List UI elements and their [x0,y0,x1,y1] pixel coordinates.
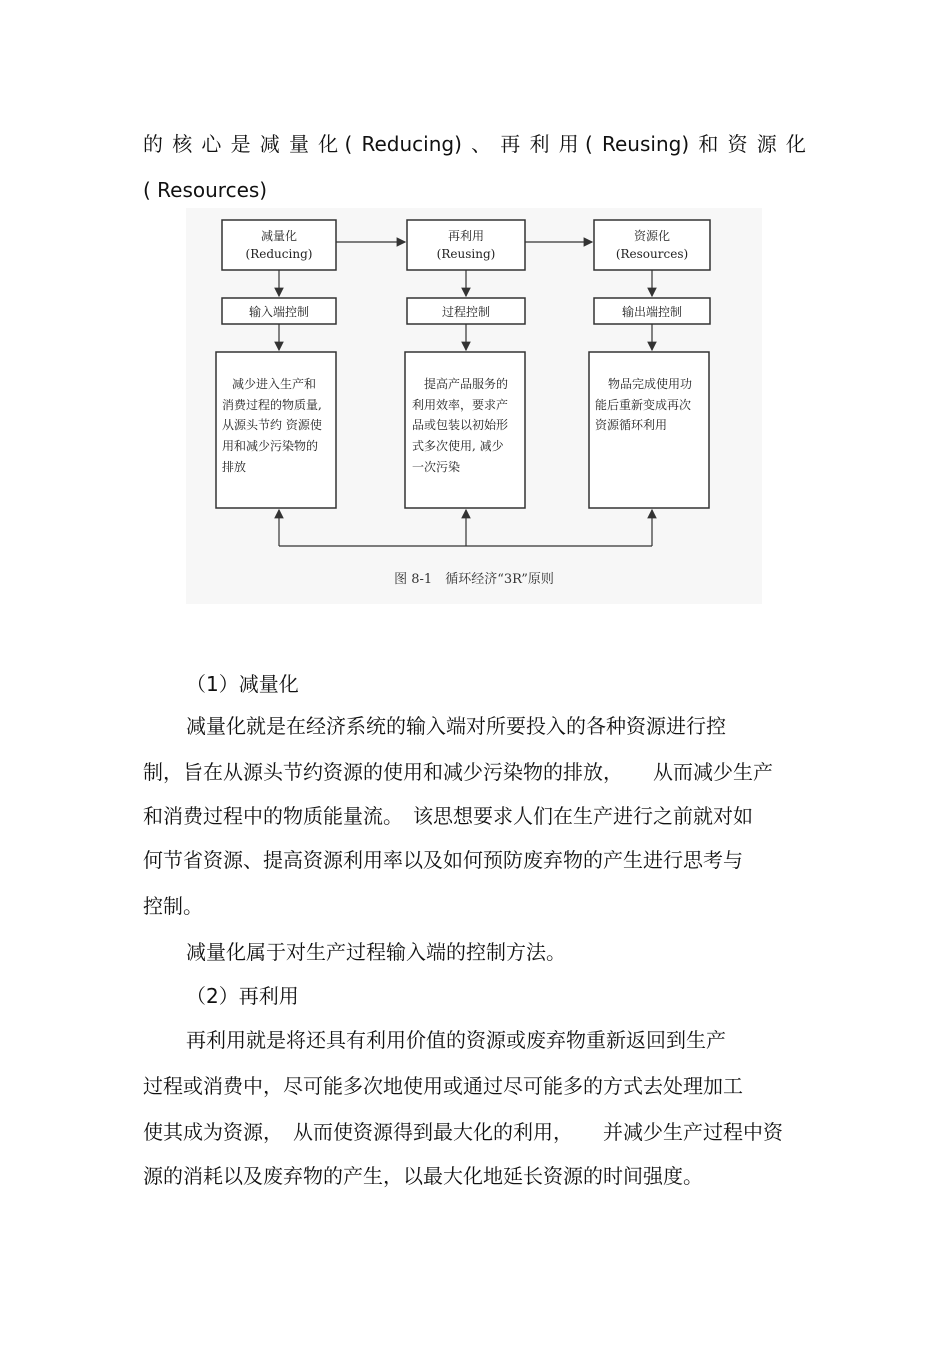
detail-text: 一次污染 [412,460,461,474]
intro-part: 减 [259,132,280,156]
intro-part: 再 [500,132,521,156]
intro-part: 量 [288,132,309,156]
detail-text: 物品完成使用功 [608,377,693,391]
detail-text: 从源头节约 资源使 [222,418,322,432]
s1-paragraph-2: 减量化属于对生产过程输入端的控制方法。 [186,940,566,964]
box-resources [594,220,710,270]
detail-text: 资源循环利用 [595,418,668,432]
intro-part: 化 ( [318,132,353,156]
figure-caption: 图 8-1 循环经济“3R”原则 [394,572,554,587]
detail-text: 提高产品服务的 [424,377,509,391]
box-reusing-title: 再利用 [447,229,485,243]
s1-paragraph-line: 制，旨在从源头节约资源的使用和减少污染物的排放， 从而减少生产 [143,760,773,784]
output-control-label: 输出端控制 [621,305,683,319]
detail-text: 能后重新变成再次 [595,398,692,412]
intro-part: 、 [471,132,492,156]
intro-part: 利 [529,132,550,156]
box-reusing [407,220,525,270]
s1-paragraph-line: 和消费过程中的物质能量流。 该思想要求人们在生产进行之前就对如 [143,804,753,828]
detail-text: 减少进入生产和 [232,377,317,391]
intro-part: 源 [756,132,777,156]
intro-part: Reusing) [602,132,690,156]
intro-part: 是 [230,132,251,156]
s1-paragraph-line: 控制。 [143,894,203,918]
box-reducing [222,220,336,270]
intro-line-1 [143,130,806,158]
box-resources-title: 资源化 [633,229,671,243]
intro-part: 的 [143,132,163,156]
detail-text: 品或包装以初始形 [412,418,509,432]
intro-part: 核 [172,132,193,156]
detail-text: 排放 [222,460,247,474]
detail-text: 式多次使用, 减少 [412,439,504,453]
figure-3r-diagram [186,208,762,604]
detail-text: 消费过程的物质量, [222,398,322,412]
s1-paragraph-line: 何节省资源、提高资源利用率以及如何预防废弃物的产生进行思考与 [143,848,743,872]
intro-part: 用 ( [558,132,593,156]
intro-part: Reducing) [361,132,462,156]
s2-paragraph-line: 使其成为资源， 从而使资源得到最大化的利用， 并减少生产过程中资 [143,1120,783,1144]
box-reducing-title: 减量化 [260,229,298,243]
intro-part: 化 [785,132,806,156]
box-reusing-sub: (Reusing) [436,247,496,261]
diagram-svg [186,208,762,604]
intro-line-2: ( Resources) [143,178,268,202]
intro-part: 心 [201,132,222,156]
intro-part: 资 [727,132,748,156]
intro-part: 和 [698,132,719,156]
s2-paragraph-line: 再利用就是将还具有利用价值的资源或废弃物重新返回到生产 [186,1028,726,1052]
box-reducing-sub: (Reducing) [245,247,313,261]
process-control-label: 过程控制 [441,305,491,319]
box-resources-sub: (Resources) [615,247,689,261]
section-1-heading: （1）减量化 [186,672,299,696]
s2-paragraph-line: 过程或消费中，尽可能多次地使用或通过尽可能多的方式去处理加工 [143,1074,743,1098]
detail-text: 利用效率，要求产 [412,398,509,412]
input-control-label: 输入端控制 [248,305,310,319]
s1-paragraph-line: 减量化就是在经济系统的输入端对所要投入的各种资源进行控 [186,714,726,738]
section-2-heading: （2）再利用 [186,984,299,1008]
s2-paragraph-line: 源的消耗以及废弃物的产生，以最大化地延长资源的时间强度。 [143,1164,703,1188]
detail-text: 用和减少污染物的 [222,439,319,453]
